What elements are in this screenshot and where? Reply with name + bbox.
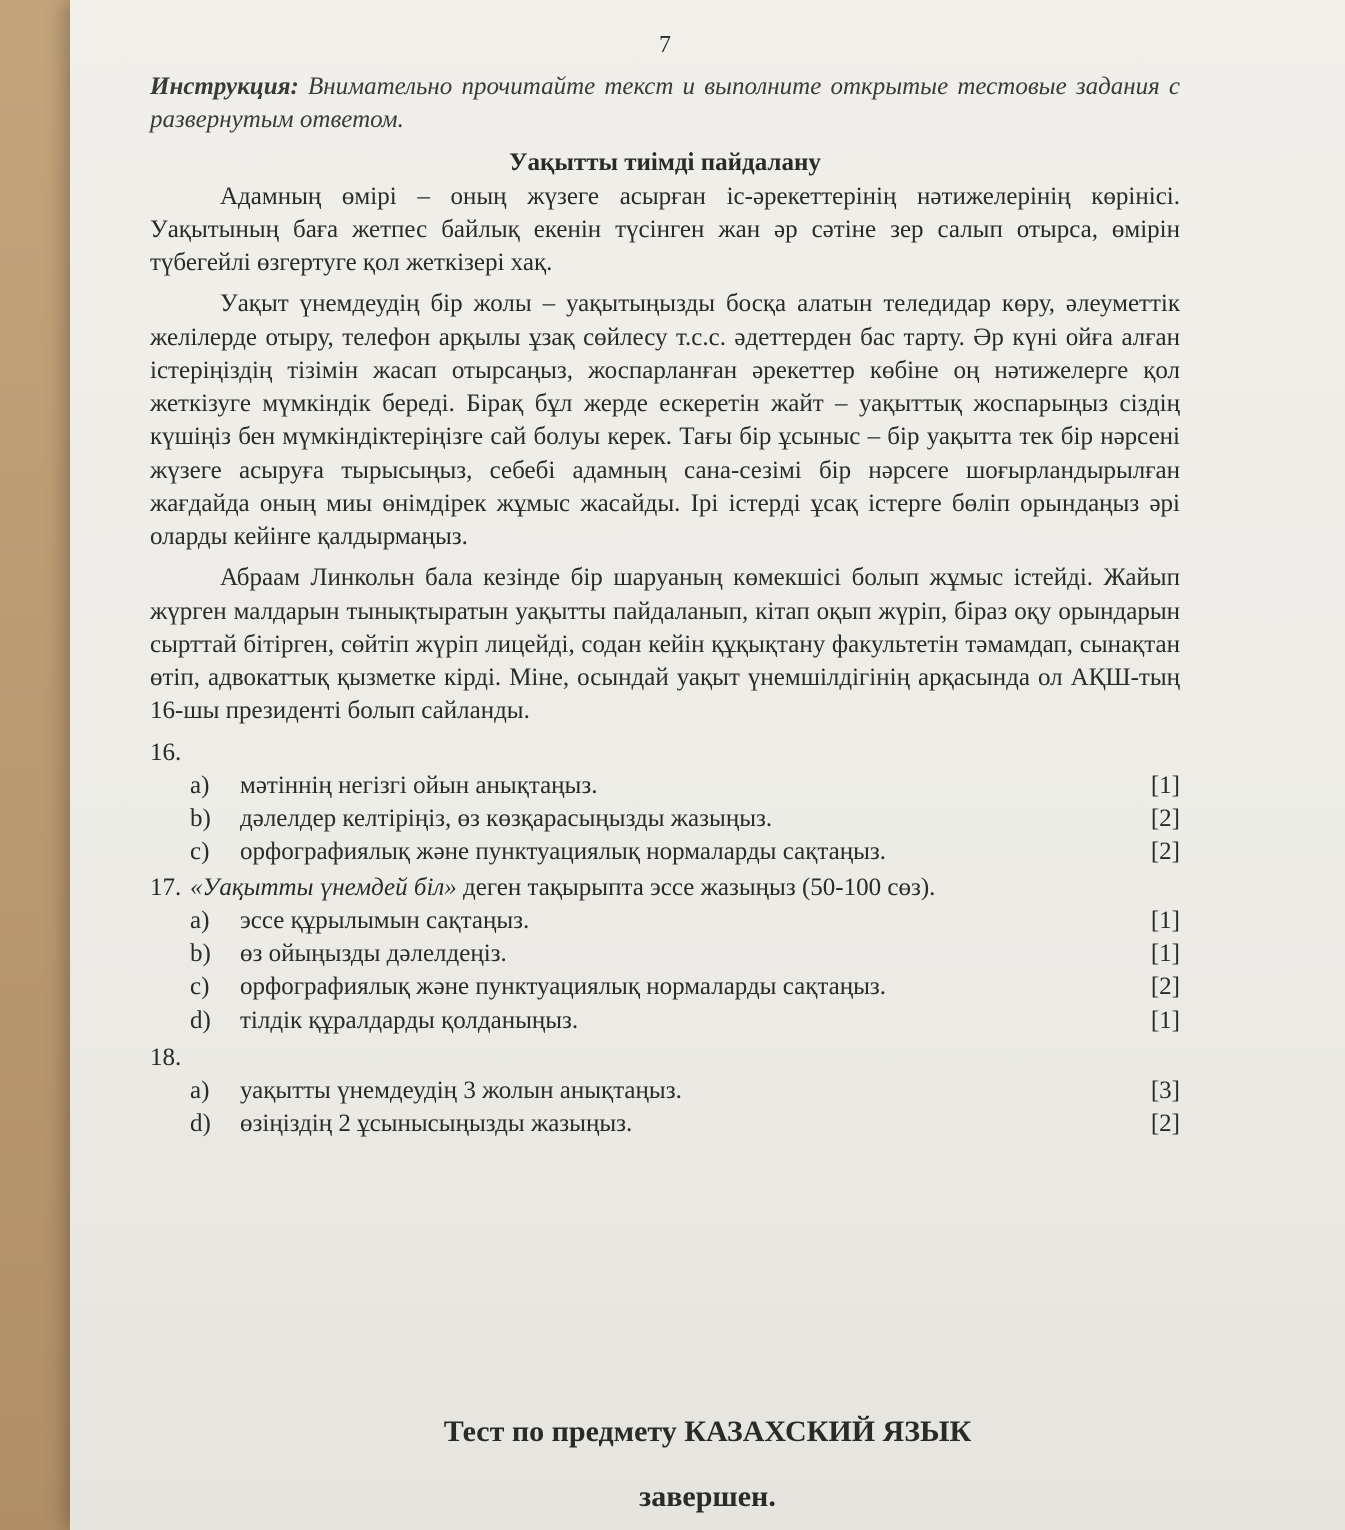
task-letter: d) <box>190 1110 211 1138</box>
instruction-label: Инструкция: <box>150 72 299 100</box>
task-mark: [2] <box>1150 973 1180 1001</box>
page-content <box>150 30 1180 1141</box>
instruction-text: Внимательно прочитайте текст и выполните открытые тестовые задания с развернутым ответом. <box>150 72 1180 134</box>
page-number: 7 <box>659 32 671 58</box>
instruction <box>150 70 1180 137</box>
q17-task-c <box>150 970 1180 1003</box>
essay-instruction: деген тақырыпта эссе жазыңыз (50-100 сөз). <box>463 873 936 901</box>
q17-task-a <box>150 904 1180 937</box>
task-text: тілдік құралдарды қолданыңыз. <box>240 1006 579 1034</box>
question-17-number: 17. <box>150 873 182 901</box>
q18-task-d <box>150 1107 1180 1140</box>
task-mark: [1] <box>1150 771 1180 799</box>
footer-line-2: завершен. <box>639 1480 776 1513</box>
q17-task-d <box>150 1004 1180 1037</box>
task-text: өзіңіздің 2 ұсынысыңызды жазыңыз. <box>240 1110 633 1138</box>
question-16-number: 16. <box>150 738 182 766</box>
paragraph-2: Уақыт үнемдеудің бір жолы – уақытыңызды босқа алатын теледидар көру, әлеуметтік желілерде отыру, телефон арқылы ұзақ сөйлесу т.с.с. әдеттерден бас тарту. Әр күні ойға алған істеріңіздің тізімін жасап отырсаңыз, жоспарланған әрекеттер көбіне оң нәтижелерге қол жеткізуге мүмкіндік береді. Бірақ бұл жерде ескеретін жайт – уақыттық жоспарыңыз сіздің күшіңіз бен мүмкіндіктеріңізге сай болуы керек. Тағы бір ұсыныс – бір уақытта тек бір нәрсені жүзеге асыруға тырысыңыз, себебі адамның сана-сезімі бір нәрсеге шоғырландырылған жағдайда оның миы өнімдірек жұмыс жасайды. Ірі істерді ұсақ істерге бөліп орындаңыз әрі оларды кейінге қалдырмаңыз. <box>150 290 1180 551</box>
footer-line-1: Тест по предмету КАЗАХСКИЙ ЯЗЫК <box>443 1415 972 1448</box>
q16-task-c <box>150 835 1180 868</box>
task-text: эссе құрылымын сақтаңыз. <box>240 906 530 934</box>
task-mark: [1] <box>1150 906 1180 934</box>
task-letter: c) <box>190 838 210 866</box>
task-letter: a) <box>190 906 210 934</box>
text-title: Уақытты тиімді пайдалану <box>509 149 821 177</box>
task-letter: a) <box>190 771 210 799</box>
q16-task-b <box>150 802 1180 835</box>
task-mark: [1] <box>1150 940 1180 968</box>
task-letter: b) <box>190 940 211 968</box>
q18-task-a <box>150 1074 1180 1107</box>
task-letter: d) <box>190 1006 211 1034</box>
q16-task-a <box>150 769 1180 802</box>
task-mark: [2] <box>1150 1110 1180 1138</box>
q17-task-b <box>150 937 1180 970</box>
task-text: уақытты үнемдеудің 3 жолын анықтаңыз. <box>240 1077 682 1105</box>
task-letter: c) <box>190 973 210 1001</box>
paragraph-3: Абраам Линкольн бала кезінде бір шаруаның көмекшісі болып жұмыс істейді. Жайып жүрген малдарын тынықтыратын уақытты пайдаланып, кітап оқып жүріп, біраз оқу орындарын сырттай бітірген, сөйтіп жүріп лицейді, содан кейін құқықтану факультетін тәмамдап, сынақтан өтіп, адвокаттық қызметке кірді. Міне, осындай уақыт үнемшілдігінің арқасында ол АҚШ-тың 16-шы президенті болып сайланды. <box>150 564 1180 725</box>
task-text: дәлелдер келтіріңіз, өз көзқарасыңызды жазыңыз. <box>240 805 773 833</box>
task-text: орфографиялық және пунктуациялық нормаларды сақтаңыз. <box>240 838 886 866</box>
task-letter: b) <box>190 805 211 833</box>
essay-topic: «Уақытты үнемдей біл» <box>190 873 457 901</box>
task-text: мәтіннің негізгі ойын анықтаңыз. <box>240 771 598 799</box>
task-mark: [2] <box>1150 838 1180 866</box>
task-mark: [2] <box>1150 805 1180 833</box>
task-text: орфографиялық және пунктуациялық нормаларды сақтаңыз. <box>240 973 886 1001</box>
paragraph-1: Адамның өмірі – оның жүзеге асырған іс-әрекеттерінің нәтижелерінің көрінісі. Уақытының баға жетпес байлық екенін түсінген жан әр сәтіне зер салып отырса, өмірін түбегейлі өзгертуге қол жеткізері хақ. <box>150 182 1180 277</box>
task-text: өз ойыңызды дәлелдеңіз. <box>240 940 507 968</box>
task-mark: [3] <box>1150 1077 1180 1105</box>
question-18-number: 18. <box>150 1043 182 1071</box>
question-17 <box>150 871 1180 904</box>
task-mark: [1] <box>1150 1006 1180 1034</box>
task-letter: a) <box>190 1077 210 1105</box>
